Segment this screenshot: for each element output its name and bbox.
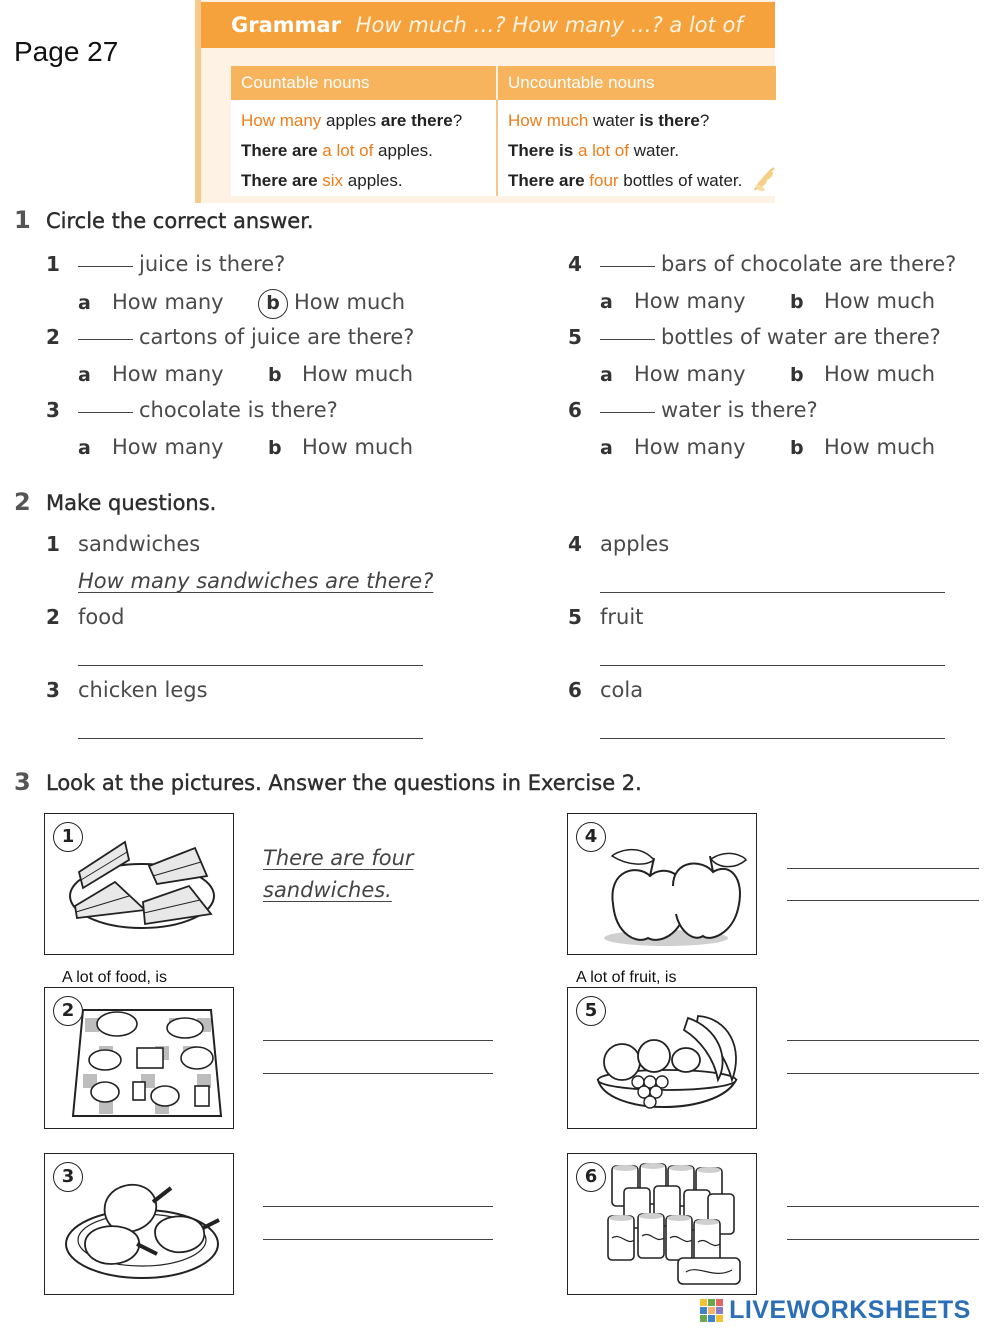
item-number: 5 xyxy=(568,605,582,629)
option-a-letter[interactable]: a xyxy=(600,437,613,459)
item-number: 3 xyxy=(46,678,60,702)
option-a-letter[interactable]: a xyxy=(600,364,613,386)
exercise-1-options xyxy=(78,362,413,386)
answer-blank[interactable] xyxy=(600,412,655,413)
question-number: 6 xyxy=(568,398,582,422)
grammar-title: Grammar xyxy=(231,13,342,37)
picture-6-answer-line-2[interactable] xyxy=(787,1239,979,1240)
option-b-text[interactable]: How much xyxy=(824,289,936,313)
exercise-2-title: Make questions. xyxy=(46,491,217,515)
option-b-letter[interactable]: b xyxy=(790,364,804,386)
answer-blank[interactable] xyxy=(78,266,133,267)
grammar-text-segment: a lot of xyxy=(322,141,374,160)
picture-3-answer-line-2[interactable] xyxy=(263,1239,493,1240)
exercise-1-options xyxy=(600,362,935,386)
exercise-2-number: 2 xyxy=(14,488,31,516)
grammar-subtitle: How much …? How many …? a lot of xyxy=(355,13,743,37)
picture-5-answer-line-1[interactable] xyxy=(787,1040,979,1041)
grammar-text-segment: apples. xyxy=(343,171,403,190)
picture-number: 5 xyxy=(576,996,606,1026)
option-a-text[interactable]: How many xyxy=(634,362,746,386)
option-a-letter[interactable]: a xyxy=(78,437,91,459)
picture-2-answer-line-2[interactable] xyxy=(263,1073,493,1074)
exercise-1-options xyxy=(600,435,935,459)
picture-number: 6 xyxy=(576,1162,606,1192)
exercise-1-question xyxy=(568,398,818,422)
grammar-cell-right xyxy=(497,166,776,196)
exercise-3-number: 3 xyxy=(14,768,31,796)
sandwiches-icon xyxy=(45,814,235,956)
option-a-text[interactable]: How many xyxy=(112,290,224,314)
grammar-row xyxy=(231,136,776,166)
option-b-letter[interactable]: b xyxy=(790,291,804,313)
grammar-box xyxy=(195,0,775,203)
grammar-text-segment: is there xyxy=(639,111,700,130)
liveworksheets-grid-icon xyxy=(700,1299,724,1323)
item-number: 2 xyxy=(46,605,60,629)
exercise-2-item xyxy=(568,678,643,702)
picture-5-note: A lot of fruit, is xyxy=(576,969,677,986)
answer-blank[interactable] xyxy=(78,339,133,340)
grammar-text-segment: How many xyxy=(241,111,322,130)
option-a-text[interactable]: How many xyxy=(112,435,224,459)
question-text: water is there? xyxy=(661,398,818,422)
picture-sandwiches xyxy=(44,813,234,955)
option-a-letter[interactable]: a xyxy=(78,364,91,386)
picture-1-answer-line-2[interactable]: sandwiches. xyxy=(263,878,392,902)
picture-2-note: A lot of food, is xyxy=(62,969,167,986)
grammar-cell-left xyxy=(231,136,497,166)
grammar-text-segment: water xyxy=(588,111,640,130)
picture-number: 4 xyxy=(576,822,606,852)
grammar-text-segment: apples xyxy=(321,111,381,130)
grammar-text-segment: apples. xyxy=(373,141,433,160)
question-text: juice is there? xyxy=(139,252,286,276)
exercise-2-answer-line[interactable] xyxy=(600,665,945,666)
grammar-cell-left xyxy=(231,100,497,136)
chicken-legs-icon xyxy=(45,1154,235,1296)
grammar-cell-right xyxy=(497,100,776,136)
exercise-2-answer-line[interactable] xyxy=(78,665,423,666)
item-number: 6 xyxy=(568,678,582,702)
item-word: cola xyxy=(600,678,644,702)
grammar-text-segment: a lot of xyxy=(577,141,629,160)
exercise-2-item xyxy=(46,605,124,629)
picture-number: 2 xyxy=(53,996,83,1026)
option-b-text[interactable]: How much xyxy=(302,435,414,459)
picture-food xyxy=(44,987,234,1129)
question-number: 2 xyxy=(46,325,60,349)
page-label: Page 27 xyxy=(14,36,119,67)
question-text: cartons of juice are there? xyxy=(139,325,415,349)
grammar-text-segment: There is xyxy=(508,141,574,160)
grammar-text-segment: are there xyxy=(380,111,453,130)
item-word: apples xyxy=(600,532,670,556)
picture-4-answer-line-2[interactable] xyxy=(787,900,979,901)
grammar-text-segment: ? xyxy=(699,111,710,130)
picture-3-answer-line-1[interactable] xyxy=(263,1206,493,1207)
picture-apples xyxy=(567,813,757,955)
exercise-2-heading xyxy=(14,488,216,516)
exercise-1-question xyxy=(46,325,414,349)
exercise-2-item xyxy=(46,532,200,556)
exercise-1-title: Circle the correct answer. xyxy=(46,209,314,233)
item-number: 1 xyxy=(46,532,60,556)
column-header-uncountable: Uncountable nouns xyxy=(497,66,776,100)
liveworksheets-logo-text: LIVEWORKSHEETS xyxy=(729,1296,971,1324)
item-number: 4 xyxy=(568,532,582,556)
question-number: 3 xyxy=(46,398,60,422)
item-word: sandwiches xyxy=(78,532,201,556)
grammar-table xyxy=(231,66,776,196)
exercise-1-question xyxy=(46,398,338,422)
exercise-1-options xyxy=(600,289,935,313)
grammar-text-segment: How much xyxy=(508,111,589,130)
grammar-text-segment: four xyxy=(589,171,619,190)
grammar-text-segment: There are xyxy=(508,171,585,190)
grammar-text-segment: six xyxy=(322,171,344,190)
picture-number: 1 xyxy=(53,822,83,852)
answer-blank[interactable] xyxy=(78,412,133,413)
answer-blank[interactable] xyxy=(600,339,655,340)
answer-blank[interactable] xyxy=(600,266,655,267)
exercise-2-item xyxy=(568,532,669,556)
option-b-text[interactable]: How much xyxy=(824,362,936,386)
fruit-bowl-icon xyxy=(568,988,758,1130)
grammar-text-segment: ? xyxy=(452,111,463,130)
option-b-text[interactable]: How much xyxy=(302,362,414,386)
option-b-text[interactable]: How much xyxy=(294,290,406,314)
exercise-1-question xyxy=(568,325,941,349)
apples-icon xyxy=(568,814,758,956)
option-b-letter[interactable]: b xyxy=(268,437,282,459)
question-text: bottles of water are there? xyxy=(661,325,941,349)
picture-4-answer-line-1[interactable] xyxy=(787,868,979,869)
exercise-1-question xyxy=(46,252,285,276)
picture-fruit xyxy=(567,987,757,1129)
exercise-1-number: 1 xyxy=(14,206,31,234)
option-b-text[interactable]: How much xyxy=(824,435,936,459)
item-word: fruit xyxy=(600,605,644,629)
option-b-letter[interactable]: b xyxy=(258,289,288,319)
grammar-text-segment: There are xyxy=(241,141,318,160)
column-header-countable: Countable nouns xyxy=(231,66,497,100)
question-number: 4 xyxy=(568,252,582,276)
picture-chicken-legs xyxy=(44,1153,234,1295)
exercise-1-heading xyxy=(14,206,314,234)
grammar-cell-right xyxy=(497,136,776,166)
picture-2-answer-line-1[interactable] xyxy=(263,1040,493,1041)
grammar-text-segment: water. xyxy=(628,141,680,160)
grammar-cell-left xyxy=(231,166,497,196)
exercise-1-question xyxy=(568,252,956,276)
exercise-2-item xyxy=(568,605,643,629)
option-a-text[interactable]: How many xyxy=(634,435,746,459)
exercise-2-answer-line[interactable] xyxy=(600,592,945,593)
grammar-row xyxy=(231,100,776,136)
option-b-letter[interactable]: b xyxy=(268,364,282,386)
picture-6-answer-line-1[interactable] xyxy=(787,1206,979,1207)
question-text: bars of chocolate are there? xyxy=(661,252,957,276)
picture-cola xyxy=(567,1153,757,1295)
exercise-2-answer[interactable]: How many sandwiches are there? xyxy=(78,569,434,593)
grammar-text-segment: There are xyxy=(241,171,318,190)
exercise-2-answer-line[interactable] xyxy=(600,738,945,739)
grammar-row xyxy=(231,166,776,196)
option-a-text[interactable]: How many xyxy=(112,362,224,386)
exercise-1-options xyxy=(78,289,405,319)
exercise-1-options xyxy=(78,435,413,459)
picture-number: 3 xyxy=(53,1162,83,1192)
exercise-2-answer-line[interactable] xyxy=(78,738,423,739)
leaf-icon xyxy=(752,164,778,194)
picture-5-answer-line-2[interactable] xyxy=(787,1073,979,1074)
item-word: food xyxy=(78,605,125,629)
grammar-header xyxy=(201,2,775,48)
exercise-2-item xyxy=(46,678,208,702)
exercise-3-title: Look at the pictures. Answer the questions in Exercise 2. xyxy=(46,771,642,795)
picture-1-answer-line-1[interactable]: There are four xyxy=(263,846,414,870)
question-text: chocolate is there? xyxy=(139,398,338,422)
food-picnic-icon xyxy=(45,988,235,1130)
grammar-text-segment: bottles of water. xyxy=(618,171,743,190)
option-a-letter[interactable]: a xyxy=(78,292,91,314)
cola-cans-icon xyxy=(568,1154,758,1296)
exercise-3-heading xyxy=(14,768,642,796)
option-a-letter[interactable]: a xyxy=(600,291,613,313)
option-a-text[interactable]: How many xyxy=(634,289,746,313)
liveworksheets-logo[interactable] xyxy=(700,1296,971,1326)
question-number: 5 xyxy=(568,325,582,349)
question-number: 1 xyxy=(46,252,60,276)
option-b-letter[interactable]: b xyxy=(790,437,804,459)
item-word: chicken legs xyxy=(78,678,208,702)
